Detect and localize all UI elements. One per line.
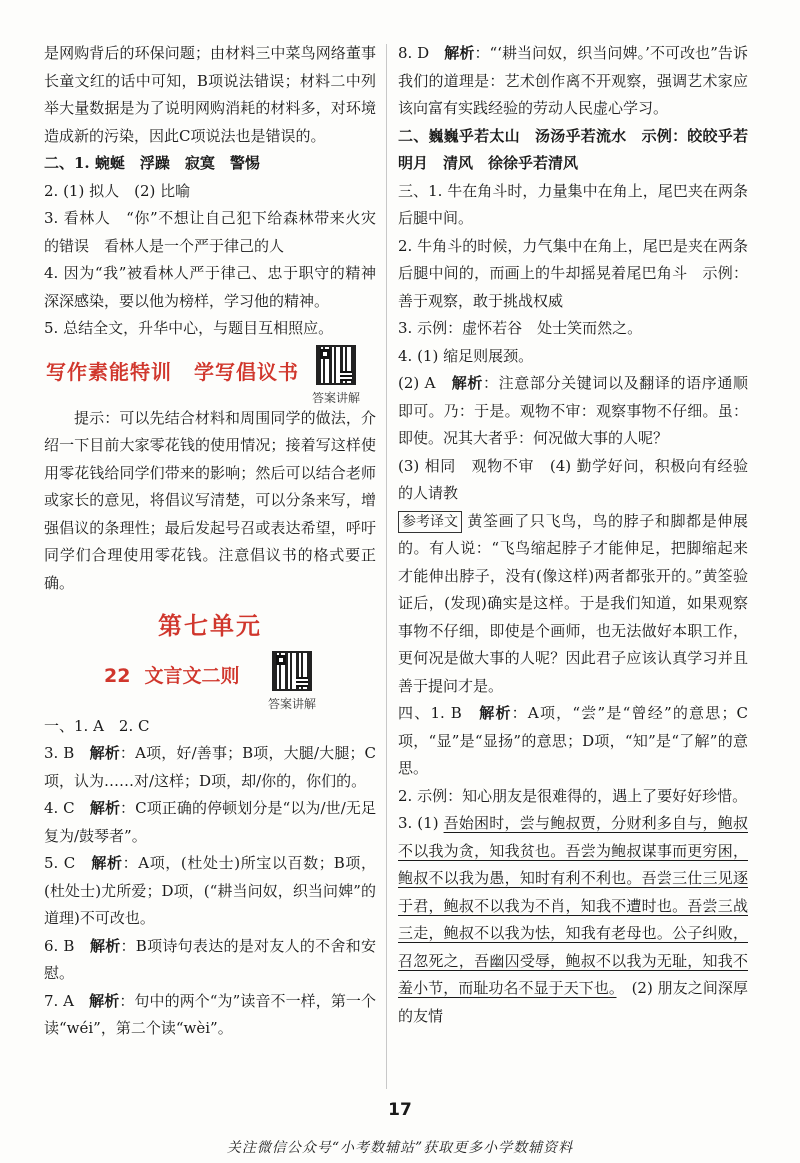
writing-tip: 提示：可以先结合材料和周围同学的做法，介绍一下目前大家零花钱的使用情况；接着写这样使用零花钱给同学们带来的影响；然后可以结合老师或家长的意见，将倡议写清楚，可以分条来写，增强倡议的条理性；最后发起号召或表达希望，呼吁同学们合理使用零花钱。注意倡议书的格式要正确。 <box>44 408 376 592</box>
answer-2-2: 2. (1) 拟人 (2) 比喻 <box>44 181 191 200</box>
section-2-answer: 二、巍巍乎若太山 汤汤乎若流水 示例：皎皎乎若明月 清风 徐徐乎若清风 <box>398 126 748 172</box>
section-3-3: 3. 示例：虚怀若谷 处士笑而然之。 <box>398 319 643 337</box>
writing-title-main: 写作素能特训 <box>46 359 172 384</box>
answer-2-4: 4. 因为“我”被看林人严于律己、忠于职守的精神深深感染，要以他为榜样，学习他的精神。 <box>44 264 376 310</box>
qr-code-icon[interactable] <box>272 651 312 691</box>
intro-paragraph: 是网购背后的环保问题；由材料三中菜鸟网络董事长童文红的话中可知，B项说法错误；材料二中列举大量数据是为了说明网购消耗的材料多，对环境造成新的污染，因此C项说法也是错误的。 <box>44 44 376 145</box>
section-4-2: (2) A 解析：注意部分关键词以及翻译的语序通顺即可。乃：于是。观物不审：观察事物不仔细。虽：即使。况其大者乎：何况做大事的人呢？ <box>398 374 748 447</box>
lesson-title: 文言文二则 <box>144 664 240 687</box>
left-column <box>44 40 376 1043</box>
answer-5: 5. C 解析：A项，(杜处士)所宝以百数；B项，(杜处士)尤所爱；D项，(“耕当问奴，织当问婢”的道理)不可改也。 <box>44 854 376 927</box>
reference-translation: 参考译文 黄筌画了只飞鸟，鸟的脖子和脚都是伸展的。有人说：“飞鸟缩起脖子才能伸足，把脚缩起来才能伸出脖子，没有(像这样)两者都张开的。”黄筌验证后，(发现)确实是这样。于是我们知道，如果观察事物不仔细，即使是个画师，也无法做好本职工作，更何况是做大事的人呢？因此君子应该认真学习并且善于提问才是。 <box>398 511 748 695</box>
section-5-2: 2. 示例：知心朋友是很难得的，遇上了要好好珍惜。 <box>398 786 748 805</box>
answer-4: 4. C 解析：C项正确的停顿划分是“以为/世/无足复为/鼓琴者”。 <box>44 799 376 845</box>
answer-2-3: 3. 看林人 “你”不想让自己犯下给森林带来火灾的错误 看林人是一个严于律己的人 <box>44 209 376 255</box>
section-5-1: 四、1. B 解析：A项，“尝”是“曾经”的意思；C项，“显”是“显扬”的意思；D项，“知”是“了解”的意思。 <box>398 704 748 777</box>
answer-8: 8. D 解析：“‘耕当问奴，织当问婢。’不可改也”告诉我们的道理是：艺术创作离不开观察，强调艺术家应该向富有实践经验的劳动人民虚心学习。 <box>398 44 748 117</box>
unit-title: 第七单元 <box>158 612 262 640</box>
answer-2-1: 二、1. 蜿蜒 浮躁 寂寞 警惕 <box>44 154 260 172</box>
section-4-3: (3) 相同 观物不审 (4) 勤学好问，积极向有经验的人请教 <box>398 456 748 502</box>
qr-caption: 答案讲解 <box>268 696 317 711</box>
section-4-1: 4. (1) 缩足则展颈。 <box>398 346 534 365</box>
section-3-2: 2. 牛角斗的时候，力气集中在角上，尾巴是夹在两条后腿中间的，而画上的牛却摇晃着尾巴角斗 示例：善于观察，敢于挑战权威 <box>398 236 748 310</box>
section-3-1: 三、1. 牛在角斗时，力量集中在角上，尾巴夹在两条后腿中间。 <box>398 181 748 227</box>
reference-tag: 参考译文 <box>398 511 462 533</box>
column-divider <box>386 44 387 1089</box>
answer-7: 7. A 解析：句中的两个“为”读音不一样，第一个读“wéi”，第二个读“wèi”。 <box>44 991 376 1037</box>
lesson-header <box>44 649 376 711</box>
qr-caption: 答案讲解 <box>312 390 361 405</box>
page-number: 17 <box>388 1100 412 1120</box>
answer-1: 一、1. A 2. C <box>44 716 150 735</box>
right-column <box>398 40 748 1030</box>
footer-note: 关注微信公众号“小考数辅站”获取更多小学数辅资料 <box>226 1140 574 1156</box>
answer-3: 3. B 解析：A项，好/善事；B项，大腿/大腿；C项，认为……对/这样；D项，却/你的，你们的。 <box>44 744 376 790</box>
answer-6: 6. B 解析：B项诗句表达的是对友人的不舍和安慰。 <box>44 936 376 982</box>
writing-section-header <box>44 349 376 403</box>
underlined-passage: 吾始困时，尝与鲍叔贾，分财利多自与，鲍叔不以我为贪，知我贫也。吾尝为鲍叔谋事而更穷困，鲍叔不以我为愚，知时有利不利也。吾尝三仕三见逐于君，鲍叔不以我为不肖，知我不遭时也。吾尝三战三走，鲍叔不以我为怯，知我有老母也。公子纠败，召忽死之，吾幽囚受辱，鲍叔不以我为无耻，知我不羞小节，而耻功名不显于天下也。 <box>398 814 748 997</box>
section-5-3: 3. (1) 吾始困时，尝与鲍叔贾，分财利多自与，鲍叔不以我为贪，知我贫也。吾尝为鲍叔谋事而更穷困，鲍叔不以我为愚，知时有利不利也。吾尝三仕三见逐于君，鲍叔不以我为不肖，知我不遭时也。吾尝三战三走，鲍叔不以我为怯，知我有老母也。公子纠败，召忽死之，吾幽囚受辱，鲍叔不以我为无耻，知我不羞小节，而耻功名不显于天下也。 (2) 朋友之间深厚的友情 <box>398 814 748 1025</box>
writing-title-sub: 学写倡议书 <box>194 359 299 384</box>
qr-code-icon[interactable] <box>316 345 356 385</box>
answer-2-5: 5. 总结全文，升华中心，与题目互相照应。 <box>44 319 334 337</box>
lesson-number: 22 <box>104 664 131 687</box>
